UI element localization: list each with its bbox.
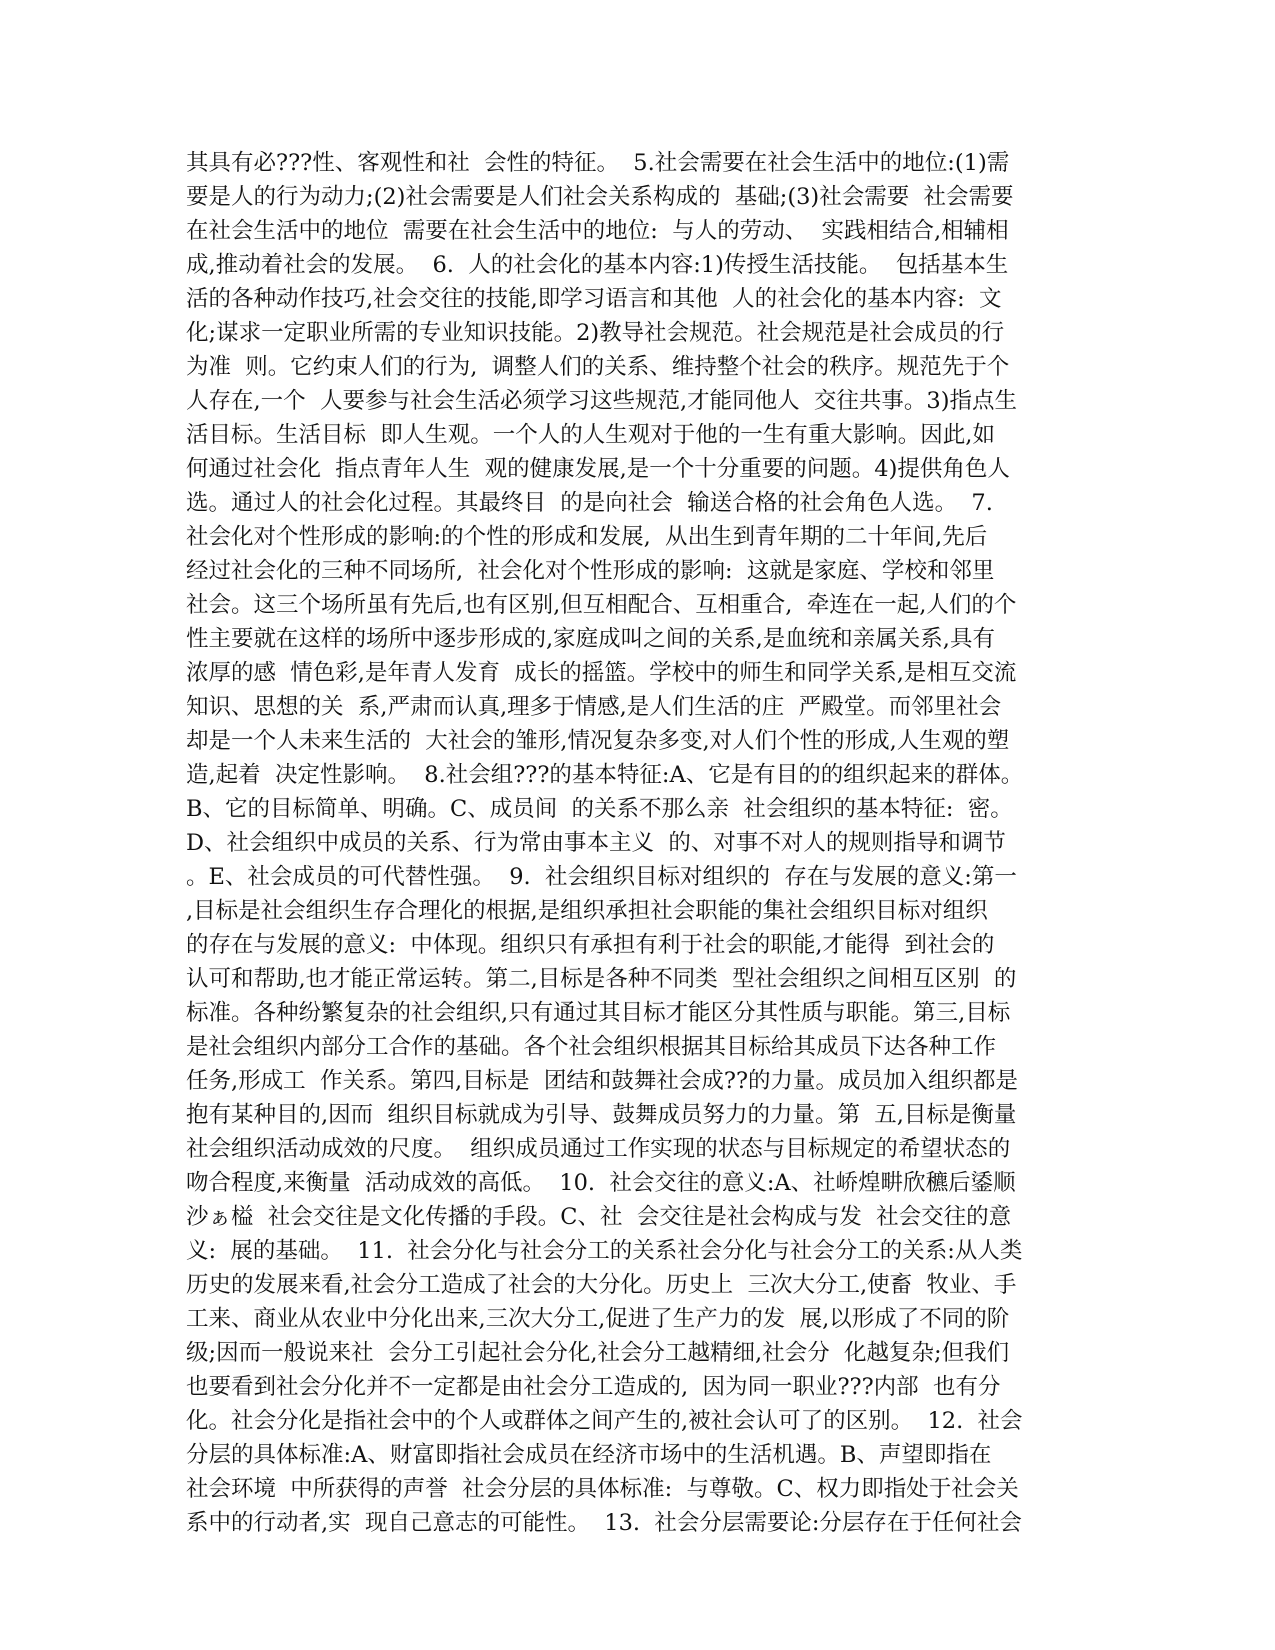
text-line: 沙ぁ榏 社会交往是文化传播的手段。C、社 会交往是社会构成与发 社会交往的意 xyxy=(186,1204,1012,1230)
text-line: 活的各种动作技巧,社会交往的技能,即学习语言和其他 人的社会化的基本内容: 文 xyxy=(186,286,1002,312)
text-line: 选。通过人的社会化过程。其最终目 的是向社会 输送合格的社会角色人选。 7. xyxy=(186,490,993,516)
text-line: 却是一个人未来生活的 大社会的雏形,情况复杂多变,对人们个性的形成,人生观的塑 xyxy=(186,728,1010,754)
text-line: 标准。各种纷繁复杂的社会组织,只有通过其目标才能区分其性质与职能。第三,目标 xyxy=(186,1000,1011,1026)
text-line: 化;谋求一定职业所需的专业知识技能。2)教导社会规范。社会规范是社会成员的行 xyxy=(186,320,1005,346)
text-line: 工来、商业从农业中分化出来,三次大分工,促进了生产力的发 展,以形成了不同的阶 xyxy=(186,1306,1010,1332)
text-line: 社会。这三个场所虽有先后,也有区别,但互相配合、互相重合, 牵连在一起,人们的个 xyxy=(186,592,1017,618)
text-line: 成,推动着社会的发展。 6. 人的社会化的基本内容:1)传授生活技能。 包括基本生 xyxy=(186,252,1009,278)
text-line: 活目标。生活目标 即人生观。一个人的人生观对于他的一生有重大影响。因此,如 xyxy=(186,422,995,448)
text-line: B、它的目标简单、明确。C、成员间 的关系不那么亲 社会组织的基本特征: 密。 xyxy=(186,796,1013,822)
text-line: 任务,形成工 作关系。第四,目标是 团结和鼓舞社会成??的力量。成员加入组织都是 xyxy=(186,1068,1019,1094)
text-line: 是社会组织内部分工合作的基础。各个社会组织根据其目标给其成员下达各种工作 xyxy=(186,1034,997,1060)
text-line: 抱有某种目的,因而 组织目标就成为引导、鼓舞成员努力的力量。第 五,目标是衡量 xyxy=(186,1102,1017,1128)
text-line: ,目标是社会组织生存合理化的根据,是组织承担社会职能的集社会组织目标对组织 xyxy=(186,898,988,924)
text-line: D、社会组织中成员的关系、行为常由事本主义 的、对事不对人的规则指导和调节 xyxy=(186,830,1006,856)
text-line: 其具有必???性、客观性和社 会性的特征。 5.社会需要在社会生活中的地位:(1)需 xyxy=(186,150,1010,176)
text-line: 人存在,一个 人要参与社会生活必须学习这些规范,才能同他人 交往共事。3)指点生 xyxy=(186,388,1018,414)
text-line: 级;因而一般说来社 会分工引起社会分化,社会分工越精细,社会分 化越复杂;但我们 xyxy=(186,1340,1010,1366)
text-line: 的存在与发展的意义: 中体现。组织只有承担有利于社会的职能,才能得 到社会的 xyxy=(186,932,995,958)
text-line: 何通过社会化 指点青年人生 观的健康发展,是一个十分重要的问题。4)提供角色人 xyxy=(186,456,1010,482)
text-line: 要是人的行为动力;(2)社会需要是人们社会关系构成的 基础;(3)社会需要 社会需要 xyxy=(186,184,1014,210)
text-line: 社会环境 中所获得的声誉 社会分层的具体标准: 与尊敬。C、权力即指处于社会关 xyxy=(186,1476,1019,1502)
text-line: 认可和帮助,也才能正常运转。第二,目标是各种不同类 型社会组织之间相互区别 的 xyxy=(186,966,1017,992)
text-line: 知识、思想的关 系,严肃而认真,理多于情感,是人们生活的庄 严殿堂。而邻里社会 xyxy=(186,694,1002,720)
text-line: 社会化对个性形成的影响:的个性的形成和发展, 从出生到青年期的二十年间,先后 xyxy=(186,524,988,550)
text-line: 经过社会化的三种不同场所, 社会化对个性形成的影响: 这就是家庭、学校和邻里 xyxy=(186,558,995,584)
text-line: 义: 展的基础。 11. 社会分化与社会分工的关系社会分化与社会分工的关系:从人类 xyxy=(186,1238,1023,1264)
text-line: 性主要就在这样的场所中逐步形成的,家庭成叫之间的关系,是血统和亲属关系,具有 xyxy=(186,626,995,652)
text-line: 分层的具体标准:A、财富即指社会成员在经济市场中的生活机遇。B、声望即指在 xyxy=(186,1442,992,1468)
text-line: 。E、社会成员的可代替性强。 9. 社会组织目标对组织的 存在与发展的意义:第一 xyxy=(186,864,1017,890)
text-line: 也要看到社会分化并不一定都是由社会分工造成的, 因为同一职业???内部 也有分 xyxy=(186,1374,1001,1400)
text-line: 社会组织活动成效的尺度。 组织成员通过工作实现的状态与目标规定的希望状态的 xyxy=(186,1136,1011,1162)
text-line: 化。社会分化是指社会中的个人或群体之间产生的,被社会认可了的区别。 12. 社会 xyxy=(186,1408,1023,1434)
text-line: 吻合程度,来衡量 活动成效的高低。 10. 社会交往的意义:A、社峤煌畊欣穮后鋈顺 xyxy=(186,1170,1016,1196)
body-text xyxy=(186,146,1086,1540)
text-line: 为准 则。它约束人们的行为, 调整人们的关系、维持整个社会的秩序。规范先于个 xyxy=(186,354,1010,380)
text-line: 历史的发展来看,社会分工造成了社会的大分化。历史上 三次大分工,使畜 牧业、手 xyxy=(186,1272,1017,1298)
text-line: 在社会生活中的地位 需要在社会生活中的地位: 与人的劳动、 实践相结合,相辅相 xyxy=(186,218,1009,244)
text-line: 造,起着 决定性影响。 8.社会组???的基本特征:A、它是有目的的组织起来的群体。 xyxy=(186,762,1024,788)
text-line: 浓厚的感 情色彩,是年青人发育 成长的摇篮。学校中的师生和同学关系,是相互交流 xyxy=(186,660,1017,686)
text-line: 系中的行动者,实 现自己意志的可能性。 13. 社会分层需要论:分层存在于任何社会 xyxy=(186,1510,1022,1536)
